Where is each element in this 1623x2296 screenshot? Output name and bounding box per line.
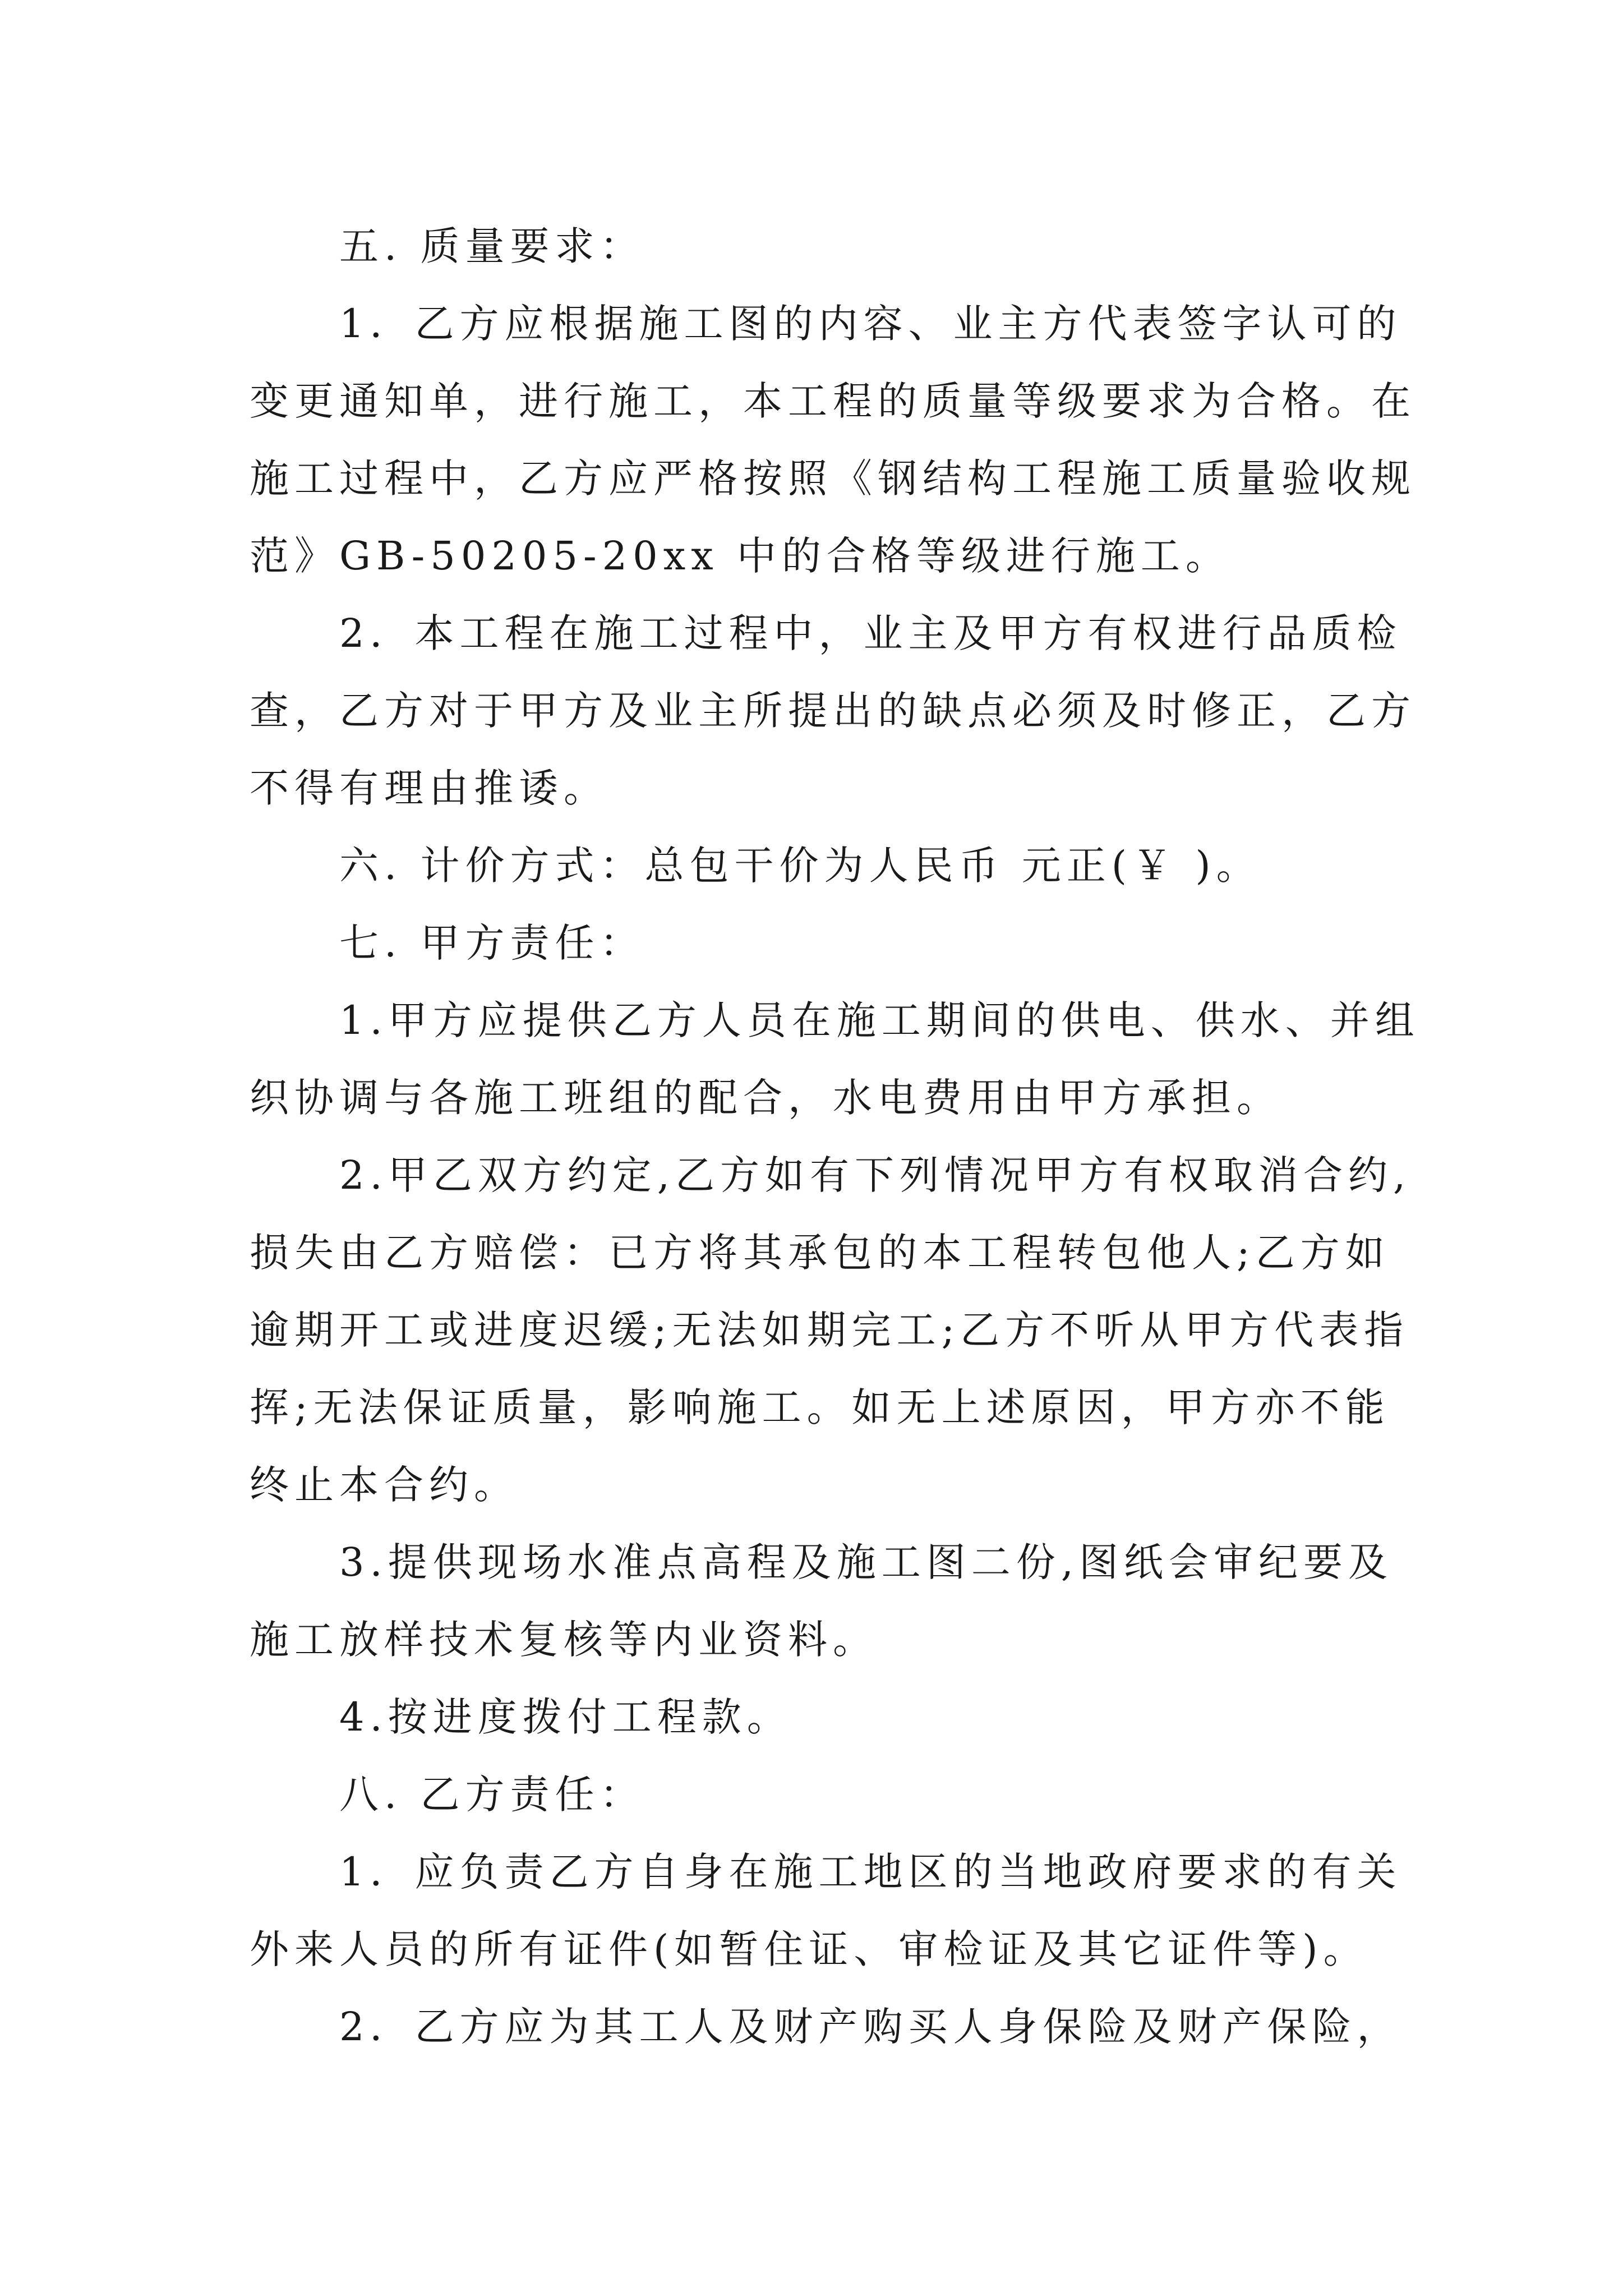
paragraph-line: 2.甲乙双方约定,乙方如有下列情况甲方有权取消合约, [339,1152,1412,1198]
paragraph [250,208,1377,285]
paragraph [250,285,1416,595]
paragraph-line: 五. 质量要求： [339,223,645,269]
paragraph [250,827,1377,904]
paragraph-line: 施工放样技术复核等内业资料。 [250,1617,878,1663]
paragraph-line: 织协调与各施工班组的配合，水电费用由甲方承担。 [250,1075,1281,1121]
paragraph [250,595,1416,827]
paragraph [250,1988,1402,2065]
paragraph [250,1678,1377,1756]
paragraph-line: 六. 计价方式：总包干价为人民币 元正(￥ )。 [339,843,1261,889]
paragraph [250,1524,1394,1678]
paragraph-line: 不得有理由推诿。 [250,765,608,811]
paragraph [250,1137,1412,1524]
paragraph [250,1833,1402,1988]
paragraph-line: 1.甲方应提供乙方人员在施工期间的供电、供水、并组 [339,997,1420,1043]
paragraph-line: 施工过程中，乙方应严格按照《钢结构工程施工质量验收规 [250,455,1416,501]
paragraph-line: 七. 甲方责任： [339,920,645,966]
paragraph-line: 2．本工程在施工过程中，业主及甲方有权进行品质检 [339,610,1402,656]
paragraph-line: 2．乙方应为其工人及财产购买人身保险及财产保险， [339,2004,1402,2050]
paragraph [250,1756,1377,1833]
paragraph [250,982,1420,1137]
paragraph-line: 查，乙方对于甲方及业主所提出的缺点必须及时修正，乙方 [250,688,1416,734]
document-body [250,208,1420,2065]
paragraph-line: 外来人员的所有证件(如暂住证、审检证及其它证件等)。 [250,1926,1368,1972]
paragraph-line: 挥;无法保证质量，影响施工。如无上述原因，甲方亦不能 [250,1384,1390,1430]
paragraph-line: 3.提供现场水准点高程及施工图二份,图纸会审纪要及 [339,1539,1394,1585]
paragraph-line: 终止本合约。 [250,1462,519,1508]
paragraph-line: 八. 乙方责任： [339,1772,645,1818]
paragraph-line: 变更通知单，进行施工，本工程的质量等级要求为合格。在 [250,378,1416,424]
paragraph-line: 范》GB-50205-20xx 中的合格等级进行施工。 [250,533,1230,579]
paragraph-line: 损失由乙方赔偿：已方将其承包的本工程转包他人;乙方如 [250,1230,1390,1276]
paragraph-line: 1．应负责乙方自身在施工地区的当地政府要求的有关 [339,1849,1402,1895]
paragraph-line: 逾期开工或进度迟缓;无法如期完工;乙方不听从甲方代表指 [250,1307,1409,1353]
paragraph [250,904,1377,982]
paragraph-line: 4.按进度拨付工程款。 [339,1694,792,1740]
paragraph-line: 1．乙方应根据施工图的内容、业主方代表签字认可的 [339,301,1402,347]
